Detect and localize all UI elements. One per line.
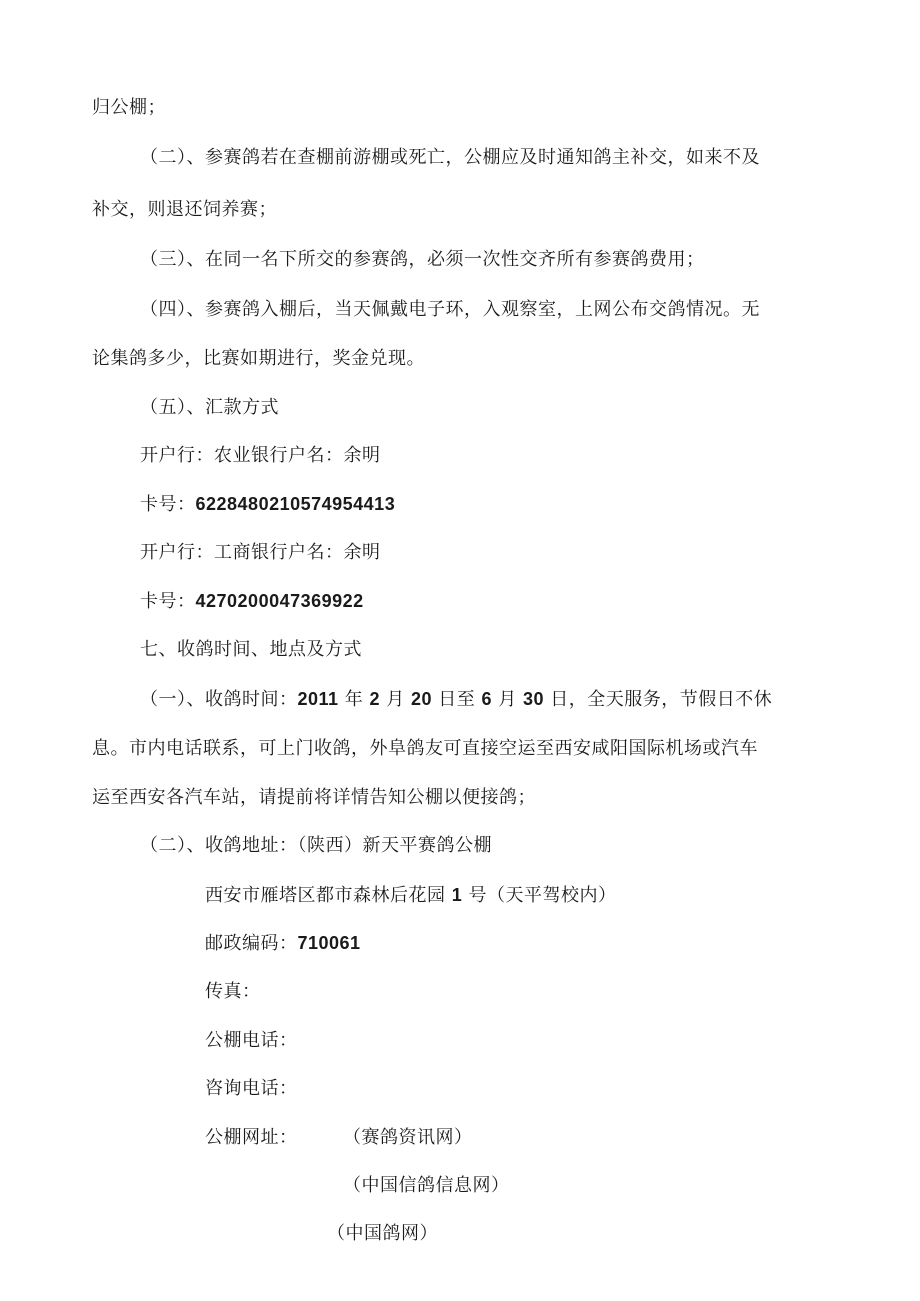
paragraph-3: （三）、在同一名下所交的参赛鸽，必须一次性交齐所有参赛鸽费用； bbox=[140, 249, 705, 270]
postcode-label: 邮政编码： bbox=[205, 933, 298, 954]
day-1-value: 20 bbox=[410, 689, 433, 709]
bank-1-label: 开户行：农业银行户名：余明 bbox=[140, 445, 381, 466]
paragraph-4-line-2: 论集鸽多少，比赛如期进行，奖金兑现。 bbox=[92, 348, 425, 369]
address-line bbox=[205, 883, 616, 908]
postcode-line bbox=[205, 931, 361, 956]
bank-1-card-number: 6228480210574954413 bbox=[195, 494, 396, 514]
loft-phone-label: 公棚电话： bbox=[205, 1030, 298, 1051]
year-value: 2011 bbox=[297, 689, 339, 709]
website-1: （赛鸽资讯网） bbox=[343, 1127, 473, 1148]
website-3: （中国鸽网） bbox=[327, 1223, 438, 1244]
address-number: 1 bbox=[451, 885, 463, 905]
text-service-note: 日，全天服务，节假日不休 bbox=[543, 689, 773, 710]
day-2-value: 30 bbox=[522, 689, 544, 709]
month-1-value: 2 bbox=[369, 689, 381, 709]
text-nian: 年 bbox=[338, 689, 370, 710]
fax-label: 传真： bbox=[205, 981, 261, 1002]
website-label: 公棚网址： bbox=[205, 1127, 298, 1148]
consult-phone-label: 咨询电话： bbox=[205, 1078, 298, 1099]
bank-2-label: 开户行：工商银行户名：余明 bbox=[140, 542, 381, 563]
paragraph-2-line-1: （二）、参赛鸽若在查棚前游棚或死亡，公棚应及时通知鸽主补交，如来不及 bbox=[140, 147, 760, 168]
bank-1-card-label: 卡号： bbox=[140, 494, 196, 515]
month-2-value: 6 bbox=[481, 689, 492, 709]
collection-time-label: （一）、收鸽时间： bbox=[140, 689, 298, 710]
section-7-1-line-1 bbox=[140, 687, 772, 712]
text-ri-zhi: 日至 bbox=[432, 689, 482, 710]
address-part-b: 号（天平驾校内） bbox=[462, 885, 617, 906]
bank-2-card-label: 卡号： bbox=[140, 591, 196, 612]
text-yue-2: 月 bbox=[491, 689, 523, 710]
text-yue-1: 月 bbox=[380, 689, 411, 710]
bank-2-card-number: 4270200047369922 bbox=[195, 591, 364, 611]
paragraph-2-line-2: 补交，则退还饲养赛； bbox=[92, 199, 277, 220]
section-7-2-line-1: （二）、收鸽地址：（陕西）新天平赛鸽公棚 bbox=[140, 835, 492, 856]
address-part-a: 西安市雁塔区都市森林后花园 bbox=[205, 885, 452, 906]
section-7-heading: 七、收鸽时间、地点及方式 bbox=[140, 639, 362, 660]
website-2: （中国信鸽信息网） bbox=[343, 1175, 510, 1196]
bank-2-card bbox=[140, 589, 364, 614]
section-7-1-line-3: 运至西安各汽车站，请提前将详情告知公棚以便接鸽； bbox=[92, 787, 536, 808]
paragraph-1-tail: 归公棚； bbox=[92, 97, 166, 118]
paragraph-4-line-1: （四）、参赛鸽入棚后，当天佩戴电子环，入观察室，上网公布交鸽情况。无 bbox=[140, 299, 760, 320]
section-7-1-line-2: 息。市内电话联系，可上门收鸽，外阜鸽友可直接空运至西安咸阳国际机场或汽车 bbox=[92, 738, 758, 759]
bank-1-card bbox=[140, 492, 395, 517]
paragraph-5-remittance: （五）、汇款方式 bbox=[140, 397, 279, 418]
postcode-value: 710061 bbox=[297, 933, 361, 953]
